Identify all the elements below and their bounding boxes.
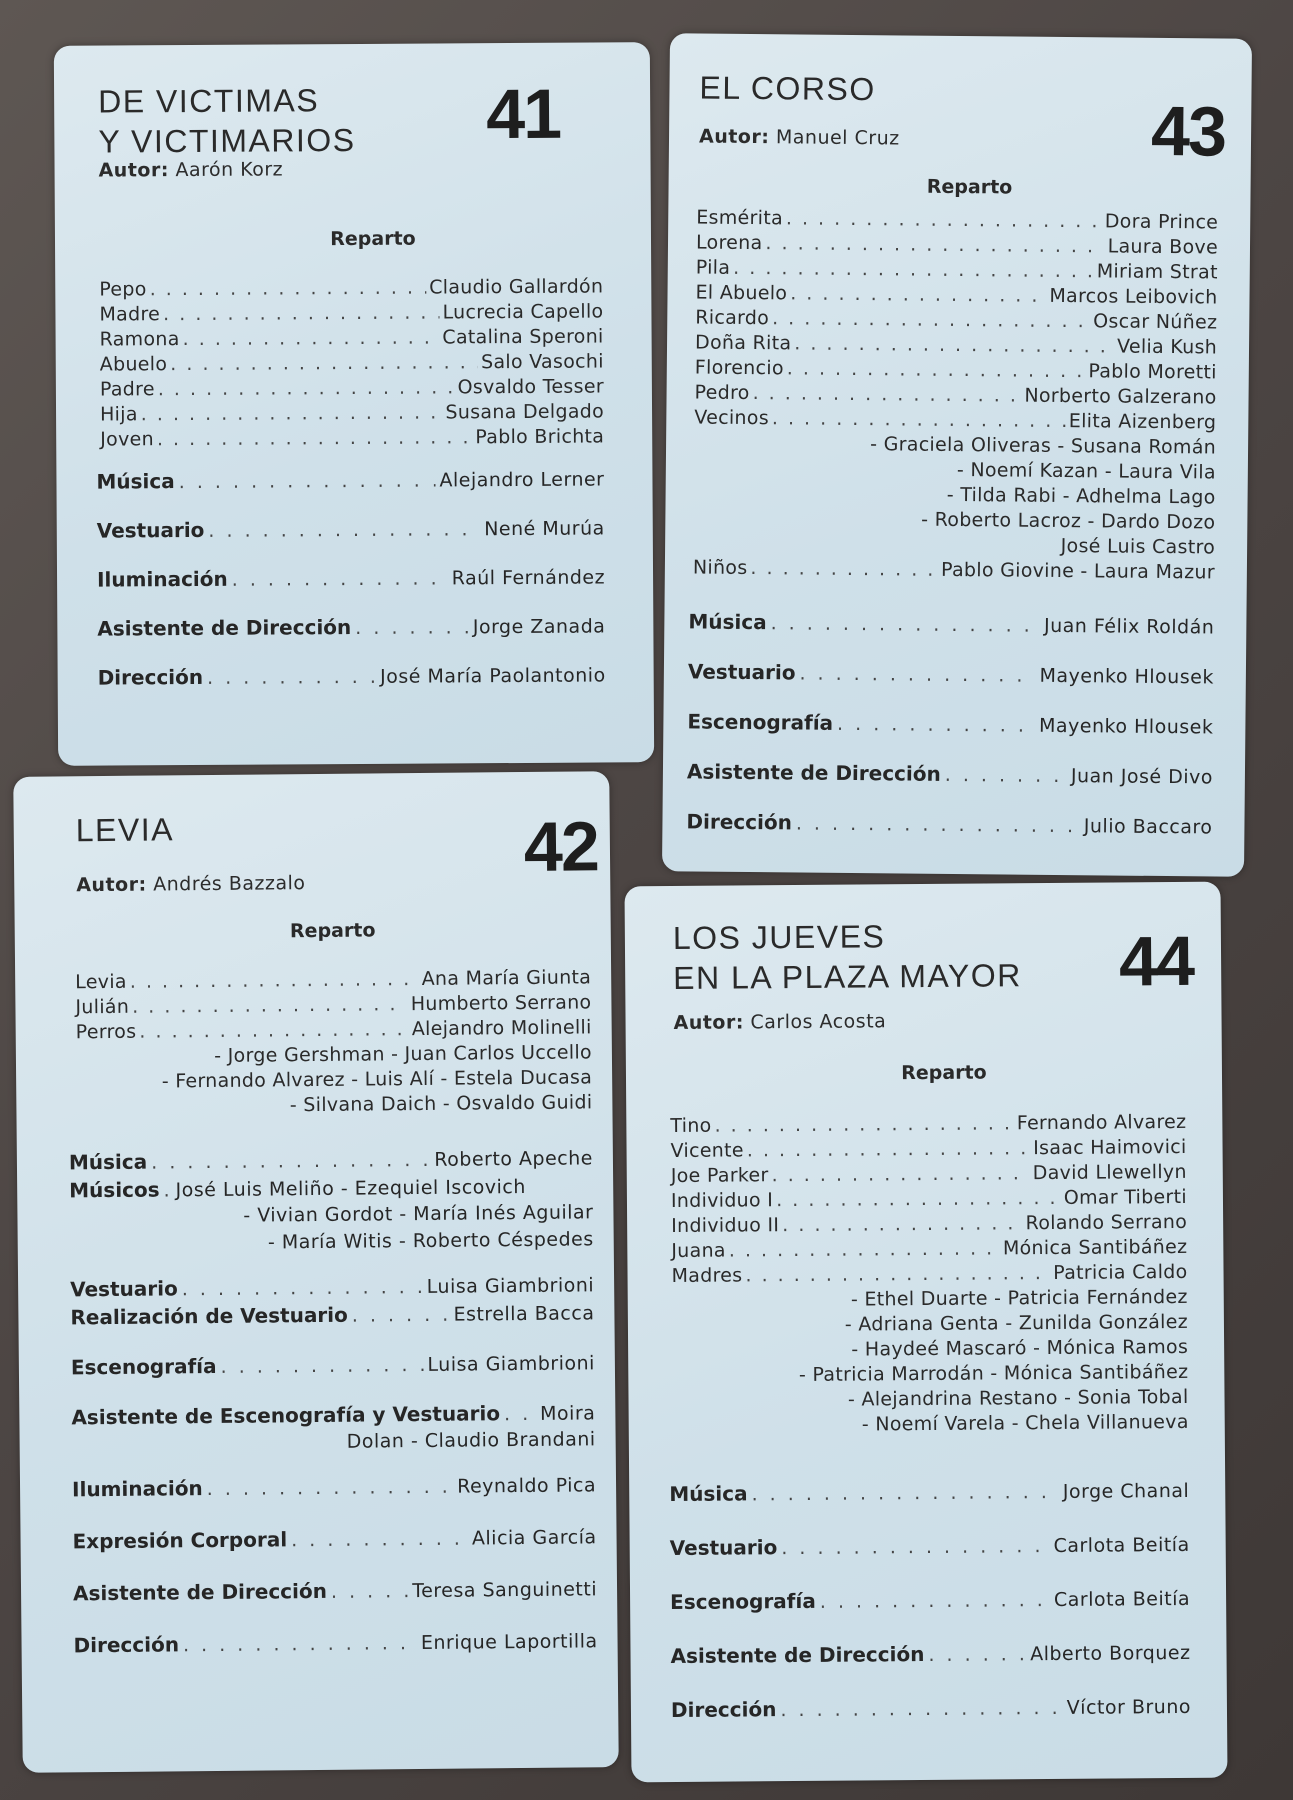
credit-name: Luisa Giambrioni: [426, 1274, 595, 1298]
cast-actor: Velia Kush: [1116, 335, 1218, 359]
credit-role: Expresión Corporal: [72, 1527, 288, 1554]
cast-role: Niños: [692, 556, 748, 579]
cast-role: Juana: [671, 1239, 726, 1262]
cast-actor: Humberto Serrano: [410, 991, 592, 1016]
cast-role: Vecinos: [694, 406, 770, 430]
credit-name: Luisa Giambrioni: [427, 1352, 595, 1376]
cast-actor: Norberto Galzerano: [1024, 384, 1217, 409]
cast-continuation: - Tilda Rabi - Adhelma Lago: [946, 483, 1216, 509]
cast-continuation: - Noemí Varela - Chela Villanueva: [861, 1410, 1189, 1436]
credits-list: [96, 466, 605, 714]
credit-name: Jorge Zanada: [472, 615, 606, 639]
credits-list: [669, 1478, 1191, 1752]
cast-role: Esmérita: [696, 206, 784, 230]
cast-actor: Alejandro Molinelli: [411, 1016, 592, 1041]
credit-role: Dirección: [97, 664, 204, 690]
author-line: [673, 1010, 886, 1034]
credit-name: Víctor Bruno: [1066, 1695, 1192, 1719]
cast-continuation: - Ethel Duarte - Patricia Fernández: [850, 1285, 1188, 1311]
credit-row: [98, 662, 606, 714]
play-card-41: [54, 42, 654, 766]
play-number: 44: [1118, 921, 1194, 1001]
credit-role: Músicos: [69, 1177, 160, 1203]
cast-role: Hija: [99, 403, 138, 426]
cast-actor: Laura Bove: [1107, 235, 1219, 259]
cast-role: Pepo: [99, 278, 147, 301]
credit-row: [97, 564, 605, 616]
reparto-heading: Reparto: [289, 919, 376, 943]
cast-role: Individuo I: [670, 1189, 774, 1212]
cast-actor: Ana María Giunta: [421, 966, 592, 990]
cast-actor: Miriam Strat: [1096, 260, 1218, 284]
cast-role: Levia: [75, 970, 127, 994]
credit-row: [96, 466, 604, 518]
cast-continuation: José Luis Castro: [1060, 534, 1216, 559]
credit-role: Vestuario: [687, 659, 796, 685]
cast-actor: Omar Tiberti: [1063, 1185, 1188, 1209]
play-title-line: EL CORSO: [699, 69, 876, 108]
reparto-heading: Reparto: [330, 227, 416, 251]
play-title-line: LOS JUEVES: [672, 918, 886, 956]
author-label: Autor:: [673, 1011, 744, 1034]
play-title: [76, 809, 175, 850]
credit-role: Vestuario: [70, 1276, 178, 1302]
credit-name: Jorge Chanal: [1062, 1479, 1190, 1503]
credit-role: Vestuario: [96, 517, 205, 543]
credit-row: [73, 1628, 597, 1685]
play-title-line: LEVIA: [75, 811, 175, 849]
cast-row: [99, 299, 603, 327]
credit-name: Alicia García: [471, 1526, 597, 1550]
cast-role: Vicente: [670, 1139, 744, 1163]
credit-name: Julio Baccaro: [1083, 815, 1213, 839]
credit-name: Mayenko Hlousek: [1039, 664, 1214, 689]
credit-name: Mayenko Hlousek: [1038, 714, 1214, 739]
credit-role: Escenografía: [670, 1588, 816, 1615]
credit-name: Alberto Borquez: [1030, 1641, 1191, 1666]
credit-role: Asistente de Dirección: [670, 1642, 925, 1669]
cast-continuation: - Jorge Gershman - Juan Carlos Uccello: [214, 1041, 593, 1067]
cast-list: [670, 1110, 1189, 1439]
credit-name: Reynaldo Pica: [457, 1474, 597, 1498]
credit-name: Teresa Sanguinetti: [412, 1578, 598, 1603]
cast-continuation: - Alejandrina Restano - Sonia Tobal: [847, 1385, 1189, 1411]
reparto-heading: Reparto: [901, 1061, 987, 1085]
cast-actor: Isaac Haimovici: [1033, 1135, 1187, 1160]
cast-actor: David Llewellyn: [1032, 1160, 1187, 1185]
cast-list: [693, 205, 1219, 585]
credit-continuation: - Vivian Gordot - María Inés Aguilar: [243, 1201, 594, 1227]
cast-row: [100, 374, 604, 402]
credit-name: Nené Murúa: [484, 517, 605, 541]
cast-actor: Marcos Leibovich: [1049, 284, 1218, 309]
play-card-44: [624, 882, 1227, 1783]
credit-row: [72, 1524, 596, 1581]
cast-actor: Oscar Núñez: [1093, 310, 1218, 334]
credit-row: [671, 1694, 1191, 1752]
cast-role: Tino: [670, 1114, 712, 1138]
credit-name: Juan Félix Roldán: [1043, 614, 1215, 639]
cast-actor: Patricia Caldo: [1053, 1260, 1188, 1284]
credit-role: Música: [96, 469, 175, 494]
credit-role: Escenografía: [687, 709, 834, 735]
cast-continuation: - Roberto Lacroz - Dardo Dozo: [921, 508, 1216, 534]
credit-name: Estrella Bacca: [453, 1302, 595, 1326]
credit-role: Asistente de Escenografía y Vestuario: [71, 1401, 501, 1430]
author-name: Andrés Bazzalo: [153, 872, 306, 896]
cast-row: [694, 405, 1216, 435]
cast-list: [75, 965, 592, 1120]
cast-actor: Mónica Santibáñez: [1002, 1235, 1188, 1260]
author-label: Autor:: [76, 873, 147, 897]
cast-role: Individuo II: [671, 1214, 780, 1237]
play-title-line: EN LA PLAZA MAYOR: [673, 957, 1022, 996]
cast-role: Joven: [100, 428, 154, 451]
credit-role: Iluminación: [71, 1476, 203, 1502]
play-title-line: DE VICTIMAS: [98, 82, 320, 120]
credit-role: Asistente de Dirección: [686, 759, 941, 786]
credit-row: [97, 515, 605, 567]
cast-actor: Claudio Gallardón: [429, 275, 604, 299]
credit-role: Realización de Vestuario: [70, 1302, 348, 1330]
credit-row: [70, 1300, 594, 1355]
credit-name: José Luis Meliño - Ezequiel Iscovich: [175, 1175, 526, 1202]
author-line: [99, 158, 284, 181]
play-number: 41: [485, 74, 561, 154]
credits-list: [69, 1145, 598, 1685]
cast-actor: Susana Delgado: [445, 400, 605, 424]
credit-name: José María Paolantonio: [380, 664, 606, 688]
cast-continuation: - Fernando Alvarez - Luis Alí - Estela Ducasa: [161, 1066, 593, 1093]
author-name: Carlos Acosta: [750, 1010, 887, 1034]
credit-row: [670, 1532, 1190, 1590]
cast-role: Doña Rita: [694, 331, 792, 355]
author-label: Autor:: [98, 159, 169, 182]
cast-actor: Rolando Serrano: [1025, 1210, 1188, 1235]
credit-role: Dirección: [73, 1632, 180, 1658]
author-name: Manuel Cruz: [775, 126, 900, 150]
credit-name: Raúl Fernández: [451, 566, 606, 590]
cast-role: El Abuelo: [695, 281, 788, 305]
credit-row: [688, 609, 1214, 664]
cast-list: [99, 274, 604, 452]
credit-role: Vestuario: [669, 1535, 778, 1561]
cast-role: Madre: [99, 303, 161, 326]
cast-role: Julián: [75, 995, 130, 1019]
author-name: Aarón Korz: [175, 158, 284, 182]
cast-actor: Elita Aizenberg: [1068, 410, 1217, 434]
credit-role: Música: [68, 1149, 148, 1175]
cast-row: [100, 324, 604, 352]
cast-continuation: - Graciela Oliveras - Susana Román: [870, 433, 1217, 459]
credit-role: Asistente de Dirección: [72, 1578, 328, 1606]
cast-role: Perros: [75, 1020, 137, 1044]
cast-role: Joe Parker: [670, 1164, 769, 1187]
cast-role: Padre: [99, 378, 155, 401]
credit-role: Música: [669, 1481, 748, 1507]
credit-row: [71, 1350, 595, 1405]
cast-role: Pedro: [694, 381, 750, 405]
credits-list: [686, 609, 1214, 864]
cast-continuation: - Haydeé Mascaró - Mónica Ramos: [851, 1335, 1189, 1361]
cast-continuation: - Silvana Daich - Osvaldo Guidi: [289, 1091, 593, 1117]
reparto-heading: Reparto: [926, 175, 1013, 199]
credit-name: Carlota Beitía: [1053, 1587, 1191, 1612]
play-title: [699, 68, 876, 110]
credit-continuation: - María Witis - Roberto Céspedes: [267, 1228, 594, 1254]
play-number: 43: [1150, 91, 1226, 171]
cast-actor: Fernando Alvarez: [1016, 1110, 1187, 1135]
author-line: [76, 872, 305, 896]
credit-role: Iluminación: [96, 566, 228, 592]
credit-role: Música: [688, 609, 767, 635]
cast-row: [100, 424, 604, 452]
play-card-43: [662, 33, 1252, 877]
credit-name: Alejandro Lerner: [439, 468, 605, 492]
cast-row: [100, 349, 604, 377]
credit-row: [73, 1576, 597, 1633]
cast-role: Abuelo: [99, 353, 168, 376]
cast-row: [100, 399, 604, 427]
credit-row: [687, 759, 1213, 814]
cast-role: Lorena: [695, 231, 763, 255]
credit-name: Moira: [540, 1402, 596, 1425]
credit-row: [97, 613, 605, 665]
cast-role: Florencio: [694, 356, 784, 380]
cast-actor: Osvaldo Tesser: [457, 375, 604, 399]
credit-name: Roberto Apeche: [434, 1147, 594, 1171]
cast-actor: Dora Prince: [1104, 210, 1219, 234]
credit-row: [670, 1640, 1190, 1698]
cast-row: [693, 555, 1215, 585]
credit-role: Escenografía: [70, 1353, 217, 1380]
credit-row: [669, 1478, 1189, 1536]
credit-row: [72, 1472, 596, 1529]
cast-continuation: - Adriana Genta - Zunilda González: [844, 1310, 1189, 1336]
author-line: [699, 126, 900, 150]
play-title: [673, 915, 1022, 998]
credit-name: Carlota Beitía: [1053, 1533, 1190, 1558]
play-card-42: [13, 771, 619, 1773]
play-number: 42: [523, 807, 599, 886]
credit-continuation: Dolan - Claudio Brandani: [346, 1428, 596, 1453]
credit-role: Asistente de Dirección: [97, 615, 352, 641]
author-label: Autor:: [698, 125, 770, 149]
cast-actor: Pablo Brichta: [475, 425, 605, 449]
credit-role: Dirección: [686, 809, 793, 835]
play-title: [98, 80, 356, 162]
play-title-line: Y VICTIMARIOS: [98, 121, 356, 160]
cast-role: Pila: [695, 256, 731, 279]
credit-row: [688, 659, 1214, 714]
credit-row: [687, 709, 1213, 764]
cast-actor: Pablo Giovine - Laura Mazur: [940, 558, 1215, 584]
credit-role: Dirección: [670, 1697, 777, 1723]
cast-actor: Catalina Speroni: [442, 325, 604, 349]
cast-actor: Lucrecia Capello: [442, 300, 604, 324]
cast-role: Madres: [671, 1264, 743, 1287]
credit-row: [686, 809, 1212, 864]
cast-actor: Pablo Moretti: [1088, 360, 1217, 384]
cast-actor: Salo Vasochi: [480, 350, 604, 374]
credit-row: [670, 1586, 1190, 1644]
cast-role: Ramona: [99, 328, 180, 351]
credit-name: Juan José Divo: [1070, 765, 1214, 789]
cast-continuation: - Noemí Kazan - Laura Vila: [956, 459, 1216, 484]
cast-row: [99, 274, 603, 302]
credit-name: Enrique Laportilla: [420, 1630, 598, 1655]
cast-continuation: - Patricia Marrodán - Mónica Santibáñez: [798, 1360, 1189, 1386]
cast-role: Ricardo: [695, 306, 770, 330]
